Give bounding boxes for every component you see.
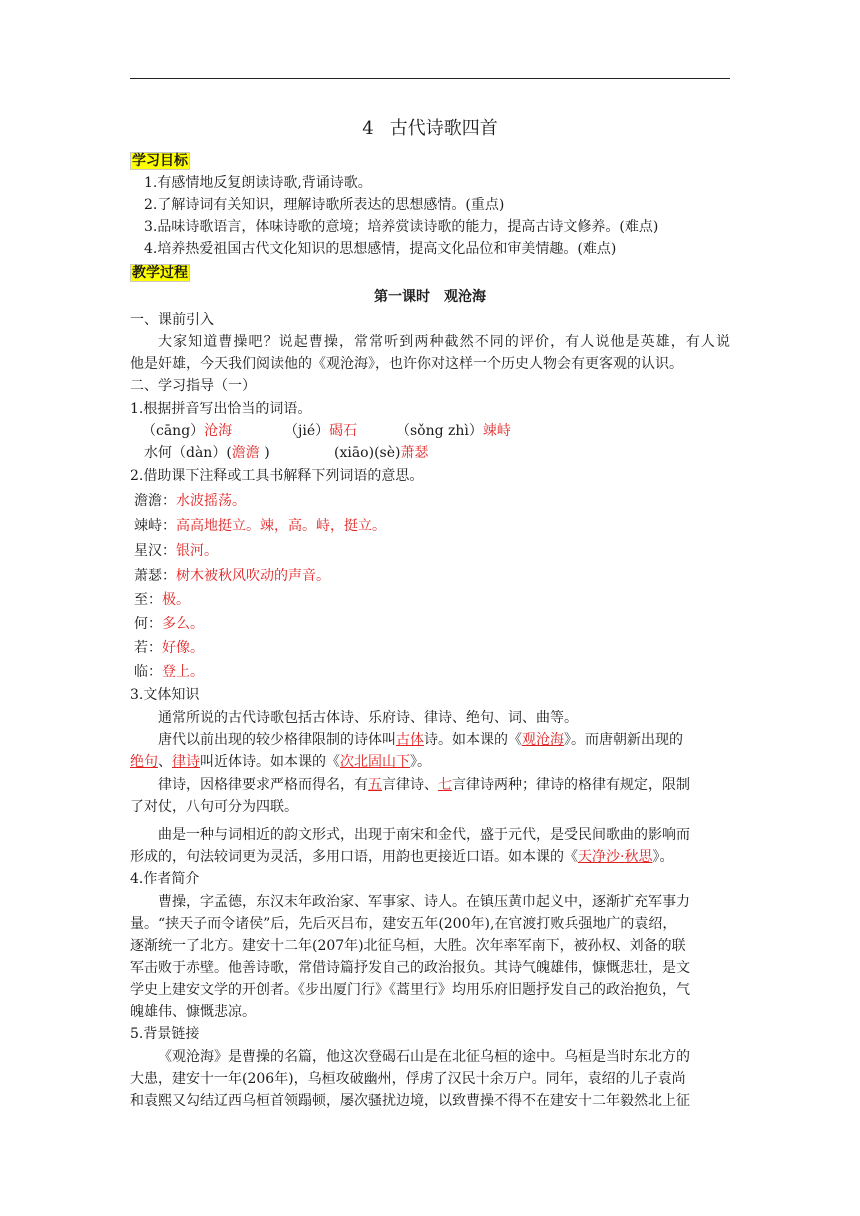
paragraph-line: 逐渐统一了北方。建安十二年(207年)北征乌桓，大胜。次年率军南下，被孙权、刘备的联 <box>130 938 686 954</box>
paragraph-line: 通常所说的古代诗歌包括古体诗、乐府诗、律诗、绝句、词、曲等。 <box>158 710 578 726</box>
goal-item: 4.培养热爱祖国古代文化知识的思想感情，提高文化品位和审美情趣。(难点) <box>144 241 617 257</box>
definition-term: 何： <box>134 616 162 632</box>
definition-item <box>134 661 204 683</box>
pinyin-item <box>142 420 232 442</box>
page-title <box>130 116 730 142</box>
text-run: 言律诗、 <box>382 777 438 793</box>
pinyin-answer: 澹澹 <box>231 445 265 461</box>
paragraph-line: 曹操，字孟德，东汉末年政治家、军事家、诗人。在镇压黄巾起义中，逐渐扩充军事力 <box>158 894 690 910</box>
text-run: 》。 <box>652 849 674 865</box>
pinyin: (xiāo)(sè) <box>334 445 401 461</box>
paragraph-line: 魄雄伟、慷慨悲凉。 <box>130 1004 256 1020</box>
paragraph-line <box>158 774 690 796</box>
text-run: 唐代以前出现的较少格律限制的诗体叫 <box>158 732 396 748</box>
title-number: 4 <box>362 118 374 139</box>
paragraph-line: 量。“挟天子而令诸侯”后，先后灭吕布，建安五年(200年),在官渡打败兵强地广的袁绍， <box>130 916 677 932</box>
pinyin-item <box>144 442 270 464</box>
definition-item <box>134 515 386 537</box>
answer-underlined: 五 <box>368 777 382 793</box>
pinyin-answer: 萧瑟 <box>400 445 429 461</box>
definition-text: 多么。 <box>162 616 204 632</box>
pinyin: 水何（dàn）( <box>144 445 232 461</box>
paragraph-line: 和袁熙又勾结辽西乌桓首领蹋顿，屡次骚扰边境，以致曹操不得不在建安十二年毅然北上征 <box>130 1093 690 1109</box>
process-heading: 教学过程 <box>132 265 188 281</box>
question-heading: 5.背景链接 <box>130 1026 200 1042</box>
pinyin-item <box>396 420 511 442</box>
lesson-title: 第一课时 观沧海 <box>374 289 486 305</box>
definition-item <box>134 565 330 587</box>
text-run: 》。 <box>410 754 431 770</box>
definition-term: 澹澹： <box>134 493 176 509</box>
answer-underlined: 七 <box>438 777 452 793</box>
definition-item <box>134 613 204 635</box>
definition-term: 至： <box>134 592 162 608</box>
definition-item <box>134 589 190 611</box>
definition-text: 高高地挺立。竦，高。峙，挺立。 <box>176 518 386 534</box>
question-heading: 1.根据拼音写出恰当的词语。 <box>130 401 312 417</box>
paragraph-line: 了对仗，八句可分为四联。 <box>130 799 298 815</box>
goals-heading-line <box>130 150 190 172</box>
pinyin: （jié） <box>284 423 330 439</box>
definition-term: 竦峙： <box>134 518 176 534</box>
pinyin: （cāng） <box>142 423 205 439</box>
paragraph-line <box>130 846 673 868</box>
header-rule <box>130 78 730 79</box>
answer-underlined: 次北固山下 <box>340 754 410 770</box>
text-run: 、 <box>158 754 172 770</box>
paragraph-line: 学史上建安文学的开创者。《步出厦门行》《蒿里行》均用乐府旧题抒发自己的政治抱负，气 <box>130 982 690 998</box>
document-page <box>130 0 730 1216</box>
answer-underlined: 绝句 <box>130 754 158 770</box>
paragraph-line: 军击败于赤壁。他善诗歌，常借诗篇抒发自己的政治报负。其诗气魄雄伟，慷慨悲壮，是文 <box>130 960 690 976</box>
text-run: 律诗，因格律要求严格而得名，有 <box>158 777 368 793</box>
definition-text: 树木被秋风吹动的声音。 <box>176 568 330 584</box>
definition-text: 登上。 <box>162 664 204 680</box>
definition-term: 临： <box>134 664 162 680</box>
process-heading-line <box>130 262 190 284</box>
definition-term: 星汉： <box>134 543 176 559</box>
definition-text: 好像。 <box>162 640 204 656</box>
definition-text: 银河。 <box>176 543 218 559</box>
pinyin-item <box>334 442 428 464</box>
definition-item <box>134 490 246 512</box>
goal-item: 1.有感情地反复朗读诗歌,背诵诗歌。 <box>144 175 372 191</box>
answer-underlined: 天净沙·秋思 <box>578 849 653 865</box>
question-heading: 4.作者简介 <box>130 871 200 887</box>
paragraph-line: 他是奸雄，今天我们阅读他的《观沧海》，也许你对这样一个历史人物会有更客观的认识。 <box>130 356 683 372</box>
definition-term: 萧瑟： <box>134 568 176 584</box>
text-run: 叫近体诗。如本课的《 <box>200 754 340 770</box>
definition-text: 水波摇荡。 <box>176 493 246 509</box>
paragraph-line: 曲是一种与词相近的韵文形式，出现于南宋和金代，盛于元代，是受民间歌曲的影响而 <box>158 827 690 843</box>
definition-item <box>134 540 218 562</box>
pinyin-answer: 竦峙 <box>482 423 511 439</box>
paragraph-line: 大患，建安十一年(206年)，乌桓攻破幽州，俘虏了汉民十余万户。同年，袁绍的儿子袁尚 <box>130 1071 686 1087</box>
answer-underlined: 观沧海 <box>522 732 564 748</box>
goal-item: 3.品味诗歌语言，体味诗歌的意境；培养赏读诗歌的能力，提高古诗文修养。(难点) <box>144 219 659 235</box>
goal-item: 2.了解诗词有关知识，理解诗歌所表达的思想感情。(重点) <box>144 197 505 213</box>
definition-text: 极。 <box>162 592 190 608</box>
pinyin-item <box>284 420 357 442</box>
question-heading: 2.借助课下注释或工具书解释下列词语的意思。 <box>130 468 424 484</box>
answer-underlined: 律诗 <box>172 754 200 770</box>
title-text: 古代诗歌四首 <box>389 118 498 139</box>
pinyin-answer: 沧海 <box>204 423 233 439</box>
definition-term: 若： <box>134 640 162 656</box>
text-run: 诗。如本课的《 <box>424 732 522 748</box>
paragraph-line <box>158 729 683 751</box>
section-heading: 一、课前引入 <box>130 312 214 328</box>
paragraph-line: 《观沧海》是曹操的名篇，他这次登碣石山是在北征乌桓的途中。乌桓是当时东北方的 <box>158 1049 690 1065</box>
goals-heading: 学习目标 <box>132 153 188 169</box>
paragraph-line: 大家知道曹操吧？说起曹操，常常听到两种截然不同的评价，有人说他是英雄，有人说 <box>158 334 730 350</box>
question-heading: 3.文体知识 <box>130 687 200 703</box>
pinyin-close: ) <box>264 445 270 461</box>
text-run: 形成的，句法较词更为灵活，多用口语，用韵也更接近口语。如本课的《 <box>130 849 578 865</box>
pinyin: （sǒng zhì） <box>396 423 483 439</box>
answer-underlined: 古体 <box>396 732 424 748</box>
section-heading: 二、学习指导（一） <box>130 378 256 394</box>
text-run: 言律诗两种；律诗的格律有规定，限制 <box>452 777 690 793</box>
text-run: 》。而唐朝新出现的 <box>564 732 683 748</box>
paragraph-line <box>130 751 431 773</box>
definition-item <box>134 637 204 659</box>
pinyin-answer: 碣石 <box>329 423 358 439</box>
